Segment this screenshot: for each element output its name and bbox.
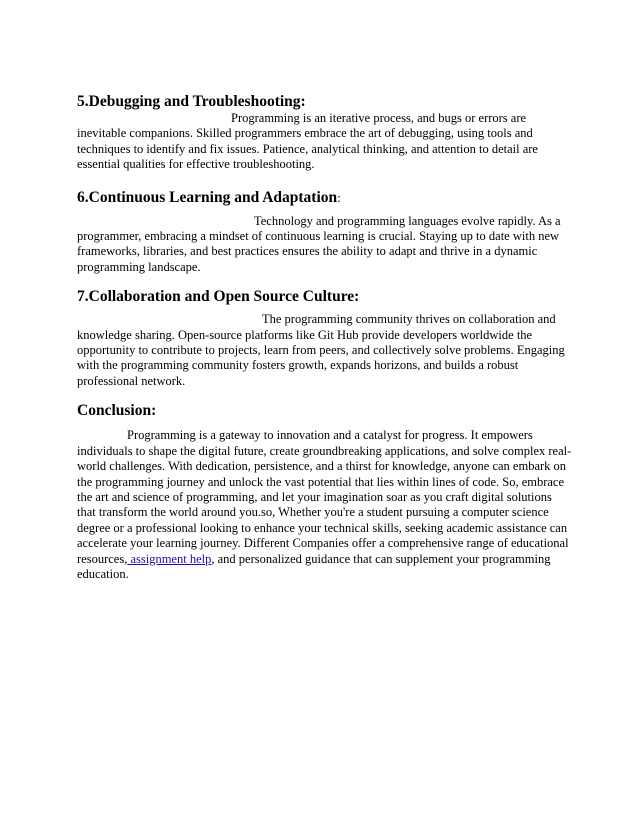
section-conclusion [77, 402, 572, 582]
section-body-conclusion [77, 428, 572, 582]
section-body-debugging: Programming is an iterative process, and bugs or errors are inevitable companions. Skilled programmers embrace the art of debugging, using tools and techniques to identify and fix issues. Patience, analytical thinking, and attention to detail are essential qualities for effective troubleshooting. [77, 111, 538, 172]
heading-text: 6.Continuous Learning and Adaptation [77, 188, 338, 206]
section-body-collaboration: The programming community thrives on collaboration and knowledge sharing. Open-source platforms like Git Hub provide developers worldwide the opportunity to contribute to projects, learn from peers, and collectively solve problems. Engaging with the programming community fosters growth, expands horizons, and builds a robust professional network. [77, 312, 565, 388]
section-body-continuous-learning: Technology and programming languages evolve rapidly. As a programmer, embracing a mindset of continuous learning is crucial. Staying up to date with new frameworks, libraries, and best practices ensures the ability to adapt and thrive in a dynamic programming landscape. [77, 213, 561, 274]
section-heading-debugging: 5.Debugging and Troubleshooting: [77, 93, 306, 110]
conclusion-text-before-link: Programming is a gateway to innovation and a catalyst for progress. It empowers individuals to shape the digital future, create groundbreaking applications, and solve complex real-world challenges. With dedication, persistence, and a thirst for knowledge, anyone can embark on the programming journey and unlock the vast potential that lies within lines of code. So, embrace the art and science of programming, and let your imagination soar as you craft digital solutions that transform the world around you.so, Whether you're a student pursuing a computer science degree or a professional looking to enhance your technical skills, seeking academic assistance can accelerate your learning journey. Different Companies offer a comprehensive range of educational resources, [77, 428, 572, 566]
section-heading-collaboration: 7.Collaboration and Open Source Culture: [77, 288, 360, 306]
assignment-help-link[interactable]: assignment help [127, 551, 212, 566]
section-heading-conclusion: Conclusion: [77, 402, 157, 420]
heading-colon: : [337, 189, 341, 205]
section-heading-continuous-learning [77, 189, 572, 207]
document-page [77, 93, 572, 582]
section-debugging [77, 93, 572, 173]
section-continuous-learning [77, 189, 572, 276]
section-collaboration [77, 288, 572, 389]
conclusion-text-after-link: , and personalized guidance that can supplement your programming education. [77, 551, 551, 581]
